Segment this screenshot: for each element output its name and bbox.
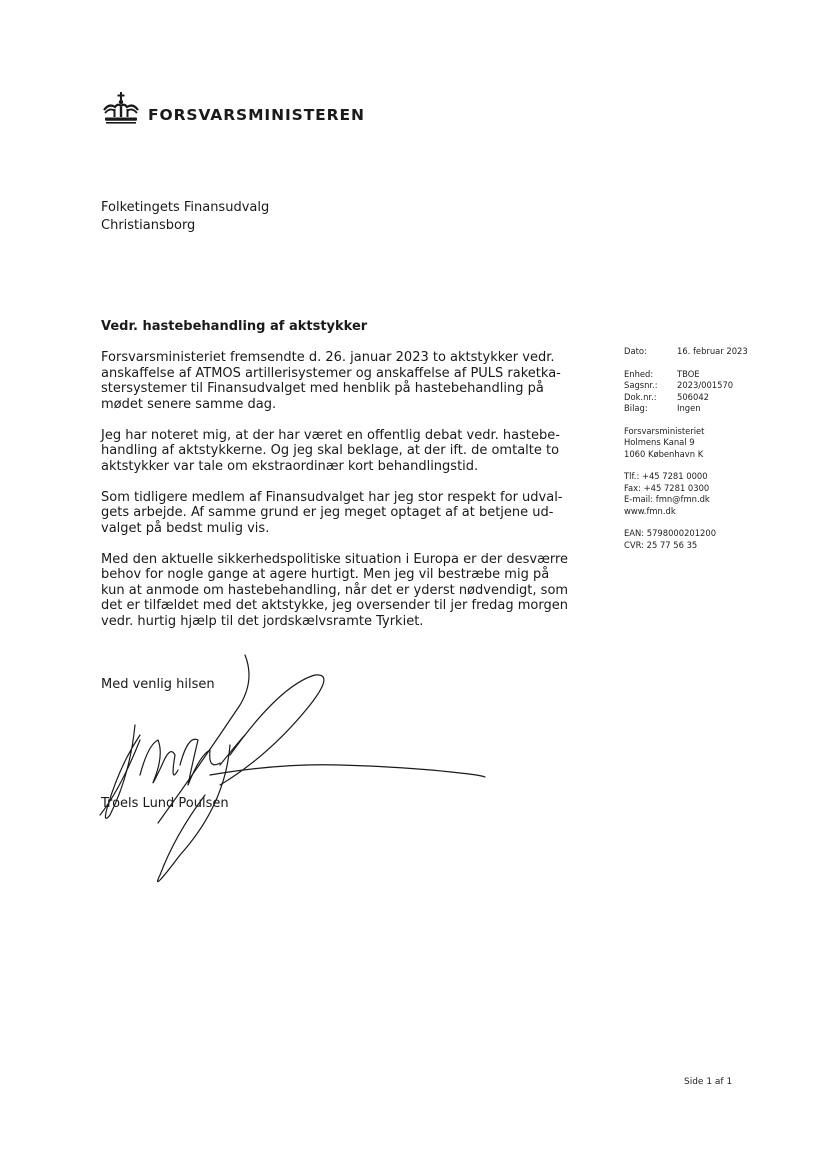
ean-number: EAN: 5798000201200 — [624, 528, 717, 538]
body-line: anskaffelse af ATMOS artillerisystemer og anskaffelse af PULS raketka- — [101, 365, 561, 381]
letter-body — [101, 350, 596, 645]
info-label: Dok.nr.: — [624, 391, 657, 402]
body-paragraph — [101, 490, 596, 537]
body-paragraph — [101, 552, 596, 630]
body-line: Jeg har noteret mig, at der har været en offentlig debat vedr. hastebe- — [101, 427, 560, 443]
body-line: handling af aktstykkerne. Og jeg skal beklage, at der ift. de omtalte to — [101, 443, 560, 458]
info-bilag — [624, 403, 748, 415]
logo-text: FORSVARSMINISTEREN — [148, 106, 365, 124]
contact-email: E-mail: fmn@fmn.dk — [624, 494, 710, 504]
info-label: Enhed: — [624, 368, 654, 379]
info-label: Dato: — [624, 346, 647, 356]
body-paragraph — [101, 428, 596, 475]
body-line: behov for nogle gange at agere hurtigt. Men jeg vil bestræbe mig på — [101, 567, 550, 582]
contact-website: www.fmn.dk — [624, 505, 676, 516]
info-sagsnr — [624, 380, 748, 392]
closing-greeting: Med venlig hilsen — [101, 677, 215, 692]
info-label: Sagsnr.: — [624, 380, 658, 390]
contact-fax: Fax: +45 7281 0300 — [624, 482, 710, 493]
body-line: kun at anmode om hastebehandling, når det er yderst nødvendigt, som — [101, 582, 569, 598]
crown-icon — [101, 92, 141, 126]
recipient-address — [101, 199, 269, 235]
info-enhed — [624, 369, 748, 381]
recipient-line: Folketingets Finansudvalg — [101, 200, 270, 215]
address-line: 1060 København K — [624, 448, 704, 459]
info-value: TBOE — [677, 368, 700, 379]
info-value: 2023/001570 — [677, 380, 734, 390]
address-line: Forsvarsministeriet — [624, 425, 705, 436]
body-line: stersystemer til Finansudvalget med henblik på hastebehandling på — [101, 381, 544, 396]
info-label: Bilag: — [624, 403, 648, 413]
body-line: Med den aktuelle sikkerhedspolitiske situation i Europa er der desværre — [101, 551, 569, 567]
cvr-number: CVR: 25 77 56 35 — [624, 539, 698, 550]
recipient-line: Christiansborg — [101, 218, 196, 233]
info-doknr — [624, 392, 748, 404]
body-line: Som tidligere medlem af Finansudvalget har jeg stor respekt for udval- — [101, 489, 563, 505]
info-value: Ingen — [677, 403, 701, 413]
body-line: det er tilfældet med det aktstykke, jeg oversender til jer fredag morgen — [101, 598, 568, 613]
body-paragraph — [101, 350, 596, 412]
body-line: mødet senere samme dag. — [101, 396, 277, 412]
handwritten-signature — [80, 645, 500, 910]
info-date — [624, 346, 748, 358]
side-info-panel — [624, 346, 748, 551]
body-line: aktstykker var tale om ekstraordinær kort behandlingstid. — [101, 458, 479, 474]
page-number: Side 1 af 1 — [684, 1077, 733, 1087]
body-line: valget på bedst mulig vis. — [101, 520, 270, 536]
signatory-name: Troels Lund Poulsen — [101, 796, 229, 811]
body-line: vedr. hurtig hjælp til det jordskælvsramte Tyrkiet. — [101, 613, 424, 629]
letter-subject: Vedr. hastebehandling af aktstykker — [101, 319, 368, 334]
body-line: gets arbejde. Af samme grund er jeg meget optaget af at betjene ud- — [101, 505, 554, 520]
ministry-logo — [101, 92, 365, 126]
info-value: 506042 — [677, 391, 709, 402]
body-line: Forsvarsministeriet fremsendte d. 26. januar 2023 to aktstykker vedr. — [101, 350, 555, 365]
address-line: Holmens Kanal 9 — [624, 437, 695, 447]
contact-phone: Tlf.: +45 7281 0000 — [624, 471, 708, 481]
info-value: 16. februar 2023 — [677, 346, 748, 356]
